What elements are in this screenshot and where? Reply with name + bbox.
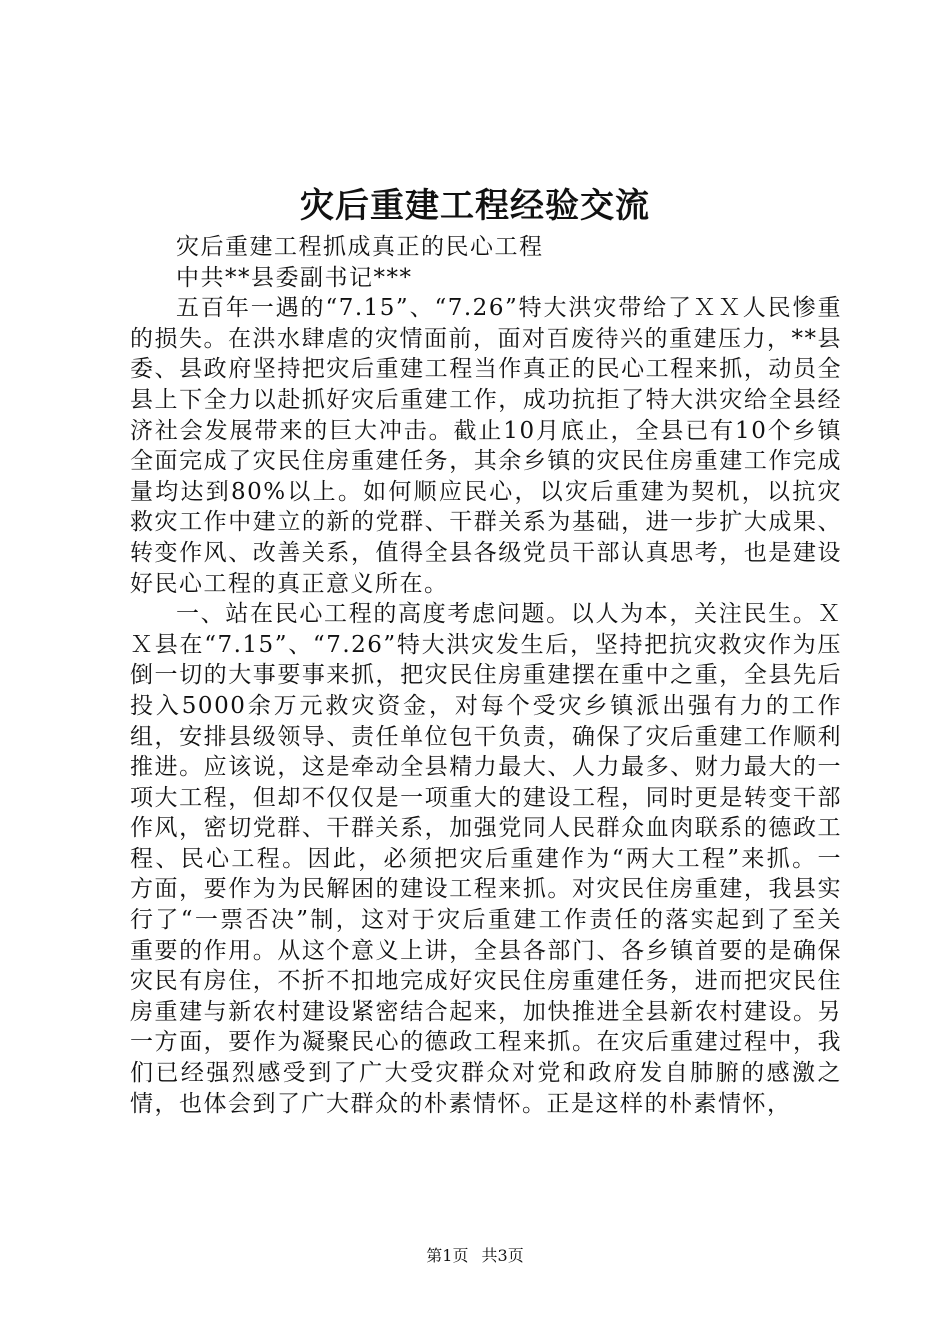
body-paragraph: 一、站在民心工程的高度考虑问题。以人为本，关注民生。ＸＸ县在“7.15”、“7.26”特大洪灾发生后，坚持把抗灾救灾作为压倒一切的大事要事来抓，把灾民住房重建摆在重中之重，全县先后投入5000余万元救灾资金，对每个受灾乡镇派出强有力的工作组，安排县级领导、责任单位包干负责，确保了灾后重建工作顺利推进。应该说，这是牵动全县精力最大、人力最多、财力最大的一项大工程，但却不仅仅是一项重大的建设工程，同时更是转变干部作风，密切党群、干群关系，加强党同人民群众血肉联系的德政工程、民心工程。因此，必须把灾后重建作为“两大工程”来抓。一方面，要作为为民解困的建设工程来抓。对灾民住房重建，我县实行了“一票否决”制，这对于灾后重建工作责任的落实起到了至关重要的作用。从这个意义上讲，全县各部门、各乡镇首要的是确保灾民有房住，不折不扣地完成好灾民住房重建任务，进而把灾民住房重建与新农村建设紧密结合起来，加快推进全县新农村建设。另一方面，要作为凝聚民心的德政工程来抓。在灾后重建过程中，我们已经强烈感受到了广大受灾群众对党和政府发自肺腑的感激之情，也体会到了广大群众的朴素情怀。正是这样的朴素情怀， bbox=[130, 601, 842, 1117]
body-paragraph: 五百年一遇的“7.15”、“7.26”特大洪灾带给了ＸＸ人民惨重的损失。在洪水肆虐的灾情面前，面对百废待兴的重建压力，**县委、县政府坚持把灾后重建工程当作真正的民心工程来抓，动员全县上下全力以赴抓好灾后重建工作，成功抗拒了特大洪灾给全县经济社会发展带来的巨大冲击。截止10月底止，全县已有10个乡镇全面完成了灾民住房重建任务，其余乡镇的灾民住房重建工作完成量均达到80%以上。如何顺应民心，以灾后重建为契机，以抗灾救灾工作中建立的新的党群、干群关系为基础，进一步扩大成果、转变作风、改善关系，值得全县各级党员干部认真思考，也是建设好民心工程的真正意义所在。 bbox=[130, 295, 842, 597]
document-body bbox=[130, 232, 842, 1119]
document-title: 灾后重建工程经验交流 bbox=[300, 186, 650, 226]
author-line: 中共**县委副书记*** bbox=[176, 264, 413, 291]
page-number-total: 共3页 bbox=[481, 1246, 524, 1265]
page-footer bbox=[0, 1245, 950, 1267]
document-subtitle: 灾后重建工程抓成真正的民心工程 bbox=[176, 234, 544, 260]
page-number-current: 第1页 bbox=[426, 1246, 469, 1265]
